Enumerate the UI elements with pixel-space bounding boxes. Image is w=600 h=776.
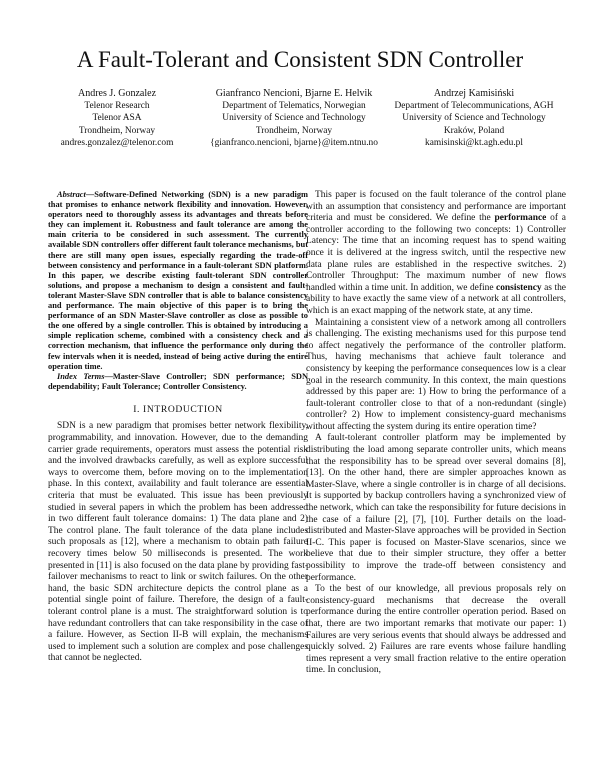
index-terms	[48, 372, 308, 392]
author-location: Kraków, Poland	[443, 125, 505, 136]
body-text: as the ability to have exactly the same view of a network at all controllers, which is an exact mapping of the network state, at any time.	[306, 282, 566, 316]
section-heading-introduction: I. INTRODUCTION	[133, 403, 223, 415]
author-name: Andres J. Gonzalez	[77, 88, 157, 99]
body-paragraph	[306, 190, 566, 318]
author-affiliation: Department of Telecommunications, AGH	[394, 101, 554, 112]
author-email: {gianfranco.nencioni, bjarne}@item.ntnu.no	[210, 137, 378, 148]
index-terms-text: —Master-Slave Controller; SDN performance; SDN dependability; Fault Tolerance; Controller Consistency.	[48, 371, 308, 391]
abstract-label: Abstract—	[57, 190, 95, 199]
body-paragraph: A fault-tolerant controller platform may be implemented by distributing the load among separate controller units, which means that the responsibility has to be spread over several domains [8], [13]. On the other hand, there are simpler approaches known as Master-Slave, where a single controller is in charge of all decisions. It is supported by backup controllers having a synchronized view of the network, which can take the responsibility for future decisions in the case of a failure [2], [7], [10]. Further details on the load-distributed and Master-Slave approaches will be provided in Section II-C. This paper is focused on Master-Slave scenarios, since we believe that due to their simpler structure, they offer a better possibility to improve the trade-off between consistency and performance.	[306, 433, 566, 583]
index-terms-label: Index Terms	[57, 371, 105, 381]
author-email: kamisinski@kt.agh.edu.pl	[425, 137, 523, 148]
author-affiliation: University of Science and Technology	[222, 113, 366, 124]
right-column	[306, 190, 566, 677]
author-name: Andrzej Kamisiński	[433, 88, 515, 99]
paper-title: A Fault-Tolerant and Consistent SDN Controller	[76, 47, 524, 72]
author-location: Trondheim, Norway	[78, 125, 156, 136]
term-consistency: consistency	[496, 282, 542, 293]
author-block-1	[52, 88, 182, 149]
author-affiliation: Telenor Research	[84, 101, 150, 112]
author-affiliation: University of Science and Technology	[402, 113, 546, 124]
author-location: Trondheim, Norway	[255, 125, 333, 136]
author-block-3	[380, 88, 568, 149]
body-text: This paper is focused on the fault tolerance of the control plane with an assumption that consistency and performance are important criteria and must be considered. We define the	[306, 190, 566, 224]
body-paragraph: Maintaining a consistent view of a network among all controllers is challenging. The existing mechanisms used for this purpose tend to affect negatively the performance of the controller platform. Thus, having mechanisms that achieve fault tolerance and consistency by keeping the performance consequences low is a clear goal in the research community. In this context, the main questions addressed by this paper are: 1) How to bring the performance of a fault-tolerant controller close to that of a non-redundant (single) controller? 2) How to implement consistency-guard mechanisms without affecting the system during its entire operation time?	[306, 317, 566, 432]
author-affiliation: Department of Telematics, Norwegian	[222, 101, 366, 112]
author-affiliation: Telenor ASA	[92, 113, 142, 124]
left-column	[48, 190, 308, 665]
author-block-2	[180, 88, 408, 149]
author-email: andres.gonzalez@telenor.com	[60, 137, 174, 148]
author-name: Gianfranco Nencioni, Bjarne E. Helvik	[215, 88, 373, 99]
body-paragraph: SDN is a new paradigm that promises better network flexibility, programmability, and innovation. However, due to the demanding carrier grade requirements, operators must assess the potential risk and the involved drawbacks carefully, as well as explore successful ways to overcome them, before moving on to the implementation phase. In this context, availability and fault tolerance are essential criteria that must be evaluated. This issue has been previously studied in several papers in which the problem has been addressed in two different fault tolerance domains: 1) The data plane and 2) The control plane. The fault tolerance of the data plane includes such proposals as [12], where a mechanism to obtain path failure recovery times below 50 milliseconds is presented. The work presented in [11] is also focused on the data plane by providing fast-failover mechanisms to react to link or switch failures. On the other hand, the basic SDN architecture depicts the control plane as a potential single point of failure. Therefore, the design of a fault-tolerant control plane is a must. The straightforward solution is to have redundant controllers that can take responsibility in the case of a failure. However, as Section II-B will explain, the mechanisms used to implement such a solution are complex and pose challenges that cannot be neglected.	[48, 421, 308, 664]
abstract	[48, 190, 308, 372]
body-paragraph: To the best of our knowledge, all previous proposals rely on consistency-guard mechanisms that decrease the overall performance during the entire controller operation period. Based on that, there are two important remarks that motivate our paper: 1) Failures are very serious events that should always be addressed and quickly solved. 2) Failures are rare events whose failure handling times represent a very small fraction relative to the entire operation time. In conclusion,	[306, 584, 566, 676]
body-text: of a controller according to the following two concepts: 1) Controller Latency: The time that an incoming request has to spend waiting once it is delivered at the ingress switch, until the respective new data plane rules are established in the respective switches. 2) Controller Throughput: The maximum number of new flows handled within a time unit. In addition, we define	[306, 213, 566, 293]
abstract-text: Software-Defined Networking (SDN) is a new paradigm that promises to enhance network flexibility and innovation. However, operators need to thoroughly assess its advantages and threats before they can implement it. Robustness and fault tolerance are among the main criteria to be considered in such assessment. The currently available SDN controllers offer different fault tolerance mechanisms, but there are still many open issues, especially regarding the trade-off between consistency and performance in a fault-tolerant SDN platform. In this paper, we describe existing fault-tolerant SDN controller solutions, and propose a mechanism to design a consistent and fault-tolerant Master-Slave SDN controller that is able to balance consistency and performance. The main objective of this paper is to bring the performance of an SDN Master-Slave controller as close as possible to the one offered by a single controller. This is obtained by introducing a simple replication scheme, combined with a consistency check and a correction mechanism, that influence the performance only during the few intervals when it is needed, instead of being active during the entire operation time.	[48, 190, 308, 371]
term-performance: performance	[494, 213, 547, 224]
